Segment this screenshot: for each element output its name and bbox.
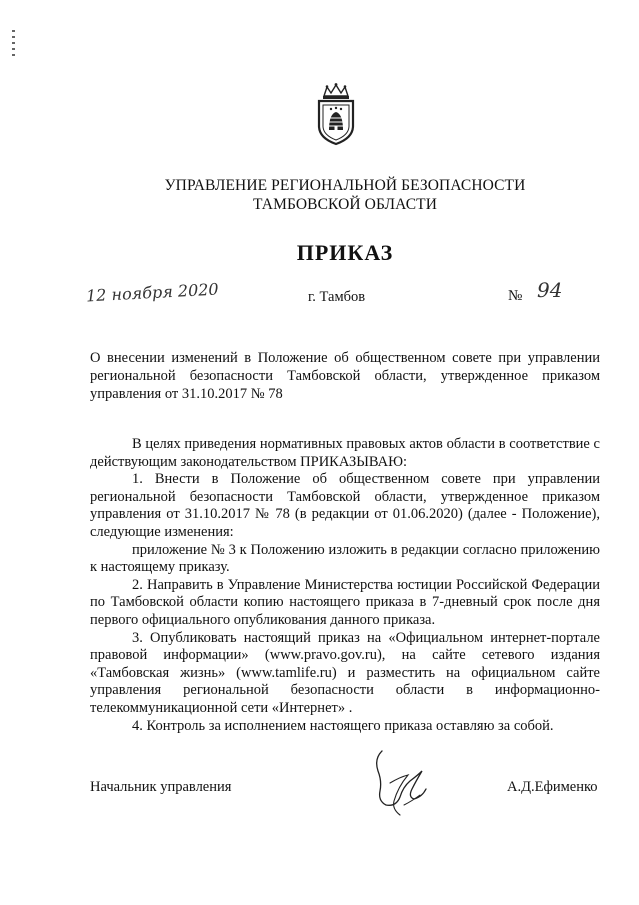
order-body <box>90 436 600 735</box>
document-type-title: ПРИКАЗ <box>296 240 394 265</box>
signer-title: Начальник управления <box>90 779 232 795</box>
order-number-handwritten: 94 <box>537 278 563 302</box>
body-paragraph-item2: 2. Направить в Управление Министерства юстиции Российской Федерации по Тамбовской области копию настоящего приказа в 7-дневный срок после дня первого официального опубликования данного приказа. <box>90 576 600 628</box>
agency-name-line1: УПРАВЛЕНИЕ РЕГИОНАЛЬНОЙ БЕЗОПАСНОСТИ <box>164 177 526 194</box>
body-paragraph-item3: 3. Опубликовать настоящий приказ на «Официальном интернет-портале правовой информации» (www.pravo.gov.ru), на сайте сетевого издания «Тамбовская жизнь» (www.tamlife.ru) и разместить на официальном сайте управления региональной безопасности области в информационно-телекоммуникационной сети «Интернет» . <box>90 629 600 716</box>
body-paragraph-item4: 4. Контроль за исполнением настоящего приказа оставляю за собой. <box>132 717 554 734</box>
order-city: г. Тамбов <box>308 289 366 305</box>
order-number-sign: № <box>508 288 523 304</box>
agency-name-line2: ТАМБОВСКОЙ ОБЛАСТИ <box>253 196 437 213</box>
handwritten-signature <box>370 745 434 817</box>
order-date-handwritten: 12 ноября 2020 <box>85 279 220 306</box>
body-paragraph-intro: В целях приведения нормативных правовых актов области в соответствие с действующим законодательством ПРИКАЗЫВАЮ: <box>90 436 600 470</box>
body-paragraph-item1-detail: приложение № 3 к Положению изложить в редакции согласно приложению к настоящему приказу. <box>90 541 600 576</box>
coat-of-arms-icon <box>314 82 358 146</box>
signer-name: А.Д.Ефименко <box>507 779 598 795</box>
scan-edge-marks <box>12 30 15 60</box>
body-paragraph-item1: 1. Внести в Положение об общественном совете при управлении региональной безопасности Тамбовской области, утвержденное приказом управления от 31.10.2017 № 78 (в редакции от 01.06.2020) (далее - Положение), следующие изменения: <box>90 471 600 540</box>
order-subject: О внесении изменений в Положение об общественном совете при управлении региональной безопасности Тамбовской области, утвержденное приказом управления от 31.10.2017 № 78 <box>90 350 600 402</box>
